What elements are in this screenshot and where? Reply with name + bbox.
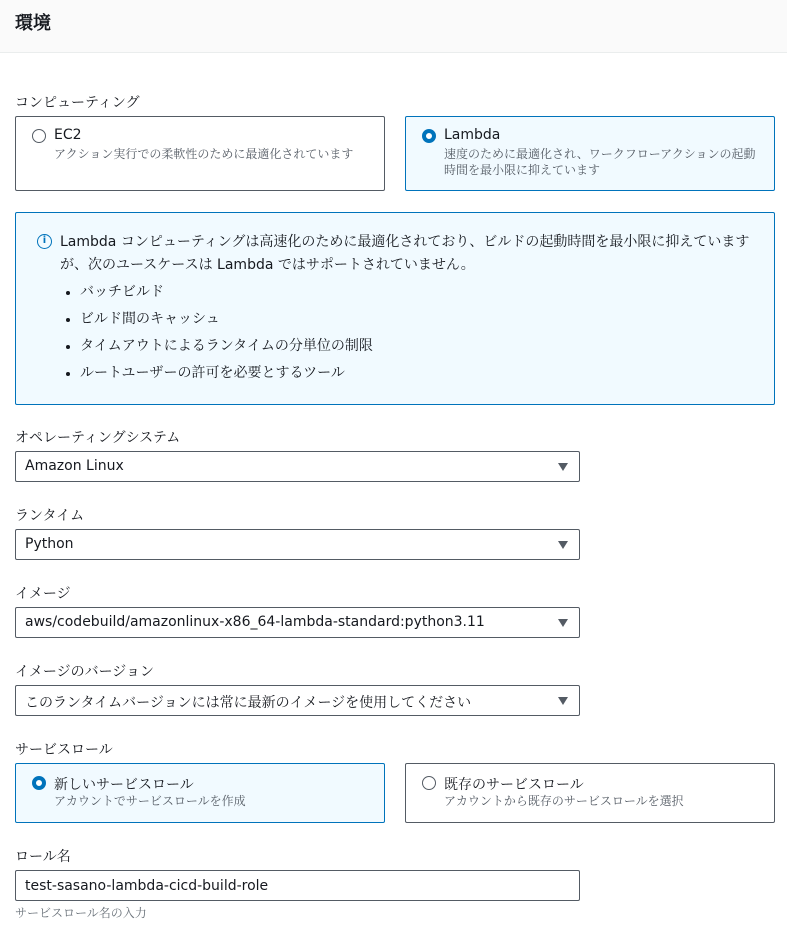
service-role-option-new[interactable] (15, 763, 385, 823)
image-version-select-value: このランタイムバージョンには常に最新のイメージを使用してください (25, 695, 472, 711)
image-select[interactable] (15, 607, 580, 638)
image-version-select[interactable] (15, 685, 580, 716)
service-role-option-desc: アカウントでサービスロールを作成 (54, 794, 246, 808)
image-version-label: イメージのバージョン (15, 664, 155, 680)
role-name-hint: サービスロール名の入力 (15, 906, 147, 920)
runtime-select-value: Python (25, 536, 74, 552)
compute-label: コンピューティング (15, 95, 140, 111)
unsupported-list (64, 279, 373, 387)
list-item: ビルド間のキャッシュ (64, 306, 373, 333)
runtime-select[interactable] (15, 529, 580, 560)
service-role-option-title: 既存のサービスロール (444, 777, 584, 793)
radio-lambda[interactable] (422, 129, 436, 143)
os-select[interactable] (15, 451, 580, 482)
caret-down-icon (558, 541, 568, 549)
compute-option-desc: 速度のために最適化され、ワークフローアクションの起動時間を最小限に抑えています (444, 147, 756, 177)
radio-new-role[interactable] (32, 776, 46, 790)
service-role-option-title: 新しいサービスロール (54, 777, 194, 793)
compute-option-desc: アクション実行での柔軟性のために最適化されています (54, 147, 354, 161)
role-name-label: ロール名 (15, 849, 71, 865)
service-role-option-desc: アカウントから既存のサービスロールを選択 (444, 794, 684, 808)
caret-down-icon (558, 619, 568, 627)
compute-option-ec2[interactable] (15, 116, 385, 191)
os-select-value: Amazon Linux (25, 458, 124, 474)
info-icon: i (37, 234, 52, 249)
role-name-input[interactable] (15, 870, 580, 901)
list-item: ルートユーザーの許可を必要とするツール (64, 360, 373, 387)
radio-ec2[interactable] (32, 129, 46, 143)
list-item: バッチビルド (64, 279, 373, 306)
runtime-label: ランタイム (15, 508, 85, 524)
compute-option-title: EC2 (54, 127, 82, 143)
service-role-option-existing[interactable] (405, 763, 775, 823)
info-text: Lambda コンピューティングは高速化のために最適化されており、ビルドの起動時間を最小限に抑えていますが、次のユースケースは Lambda ではサポートされていません。 (60, 234, 750, 273)
list-item: タイムアウトによるランタイムの分単位の制限 (64, 333, 373, 360)
caret-down-icon (558, 697, 568, 705)
section-title: 環境 (15, 13, 51, 34)
compute-option-lambda[interactable] (405, 116, 775, 191)
image-label: イメージ (15, 586, 71, 602)
section-header (0, 0, 787, 53)
os-label: オペレーティングシステム (15, 430, 181, 446)
compute-option-title: Lambda (444, 127, 501, 143)
lambda-info-alert (15, 212, 775, 405)
caret-down-icon (558, 463, 568, 471)
radio-existing-role[interactable] (422, 776, 436, 790)
service-role-label: サービスロール (15, 742, 113, 758)
image-select-value: aws/codebuild/amazonlinux-x86_64-lambda-standard:python3.11 (25, 614, 485, 630)
